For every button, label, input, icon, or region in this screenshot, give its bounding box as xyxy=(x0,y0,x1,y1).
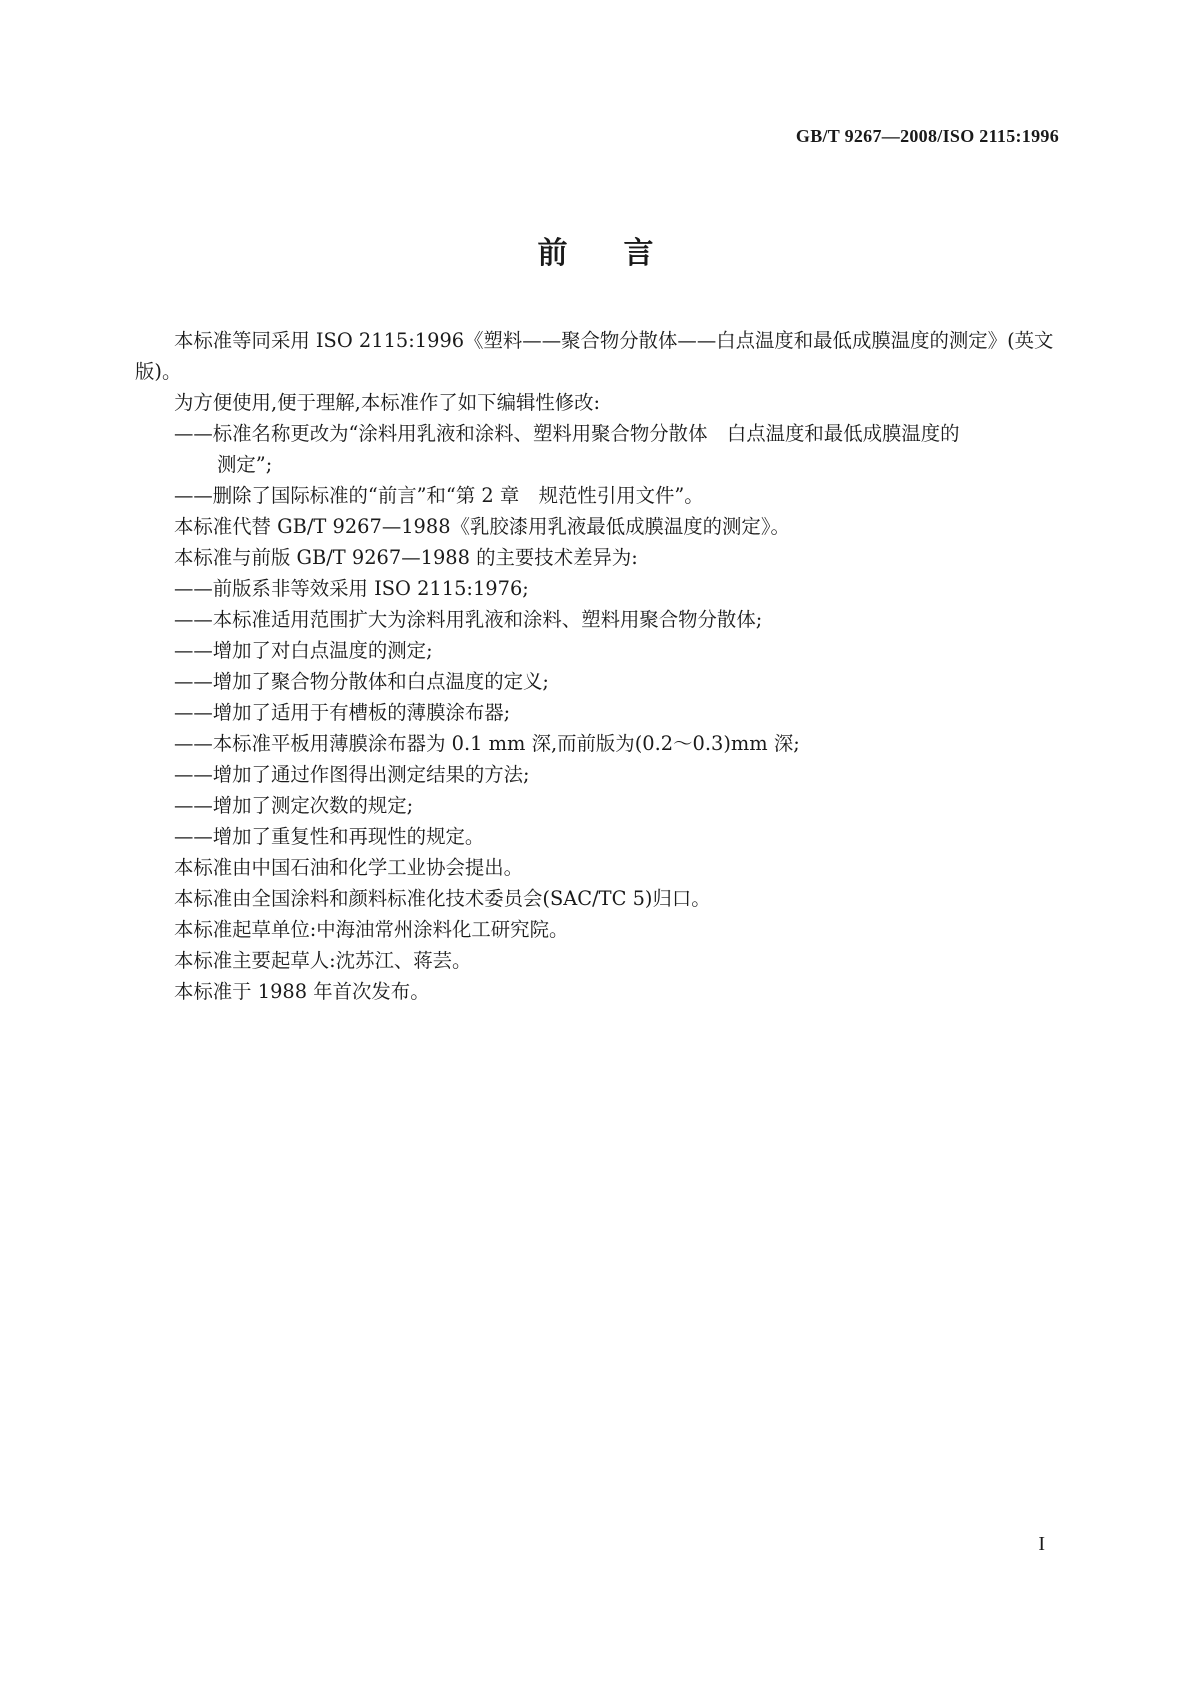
list-item: ——增加了测定次数的规定; xyxy=(174,794,414,817)
foreword-body xyxy=(135,325,1060,1007)
standard-code: GB/T 9267—2008/ISO 2115:1996 xyxy=(795,126,1059,146)
list-item: ——增加了聚合物分散体和白点温度的定义; xyxy=(174,670,549,693)
paragraph: 本标准由全国涂料和颜料标准化技术委员会(SAC/TC 5)归口。 xyxy=(174,887,711,910)
paragraph: 本标准与前版 GB/T 9267—1988 的主要技术差异为: xyxy=(174,546,638,569)
paragraph: 为方便使用,便于理解,本标准作了如下编辑性修改: xyxy=(174,391,601,414)
list-item: ——前版系非等效采用 ISO 2115:1976; xyxy=(174,577,529,600)
page-title: 前言 xyxy=(537,236,710,271)
list-item: ——增加了适用于有槽板的薄膜涂布器; xyxy=(174,701,511,724)
paragraph: 本标准代替 GB/T 9267—1988《乳胶漆用乳液最低成膜温度的测定》。 xyxy=(174,515,790,538)
list-item-continuation: 测定”; xyxy=(217,453,273,476)
list-item: ——本标准适用范围扩大为涂料用乳液和涂料、塑料用聚合物分散体; xyxy=(174,608,763,631)
paragraph: 本标准等同采用 ISO 2115:1996《塑料——聚合物分散体——白点温度和最低成膜温度的测定》(英文版)。 xyxy=(135,329,1054,383)
paragraph: 本标准由中国石油和化学工业协会提出。 xyxy=(174,856,524,879)
page-number: I xyxy=(1038,1533,1045,1555)
paragraph: 本标准主要起草人:沈苏江、蒋芸。 xyxy=(174,949,472,972)
list-item: ——删除了国际标准的“前言”和“第 2 章 规范性引用文件”。 xyxy=(174,484,704,507)
list-item: ——增加了对白点温度的测定; xyxy=(174,639,433,662)
paragraph: 本标准于 1988 年首次发布。 xyxy=(174,980,430,1003)
paragraph: 本标准起草单位:中海油常州涂料化工研究院。 xyxy=(174,918,569,941)
list-item: ——增加了重复性和再现性的规定。 xyxy=(174,825,485,848)
list-item: ——增加了通过作图得出测定结果的方法; xyxy=(174,763,530,786)
list-item: ——本标准平板用薄膜涂布器为 0.1 mm 深,而前版为(0.2～0.3)mm 深; xyxy=(174,732,800,755)
list-item: ——标准名称更改为“涂料用乳液和涂料、塑料用聚合物分散体 白点温度和最低成膜温度的 xyxy=(174,422,960,445)
